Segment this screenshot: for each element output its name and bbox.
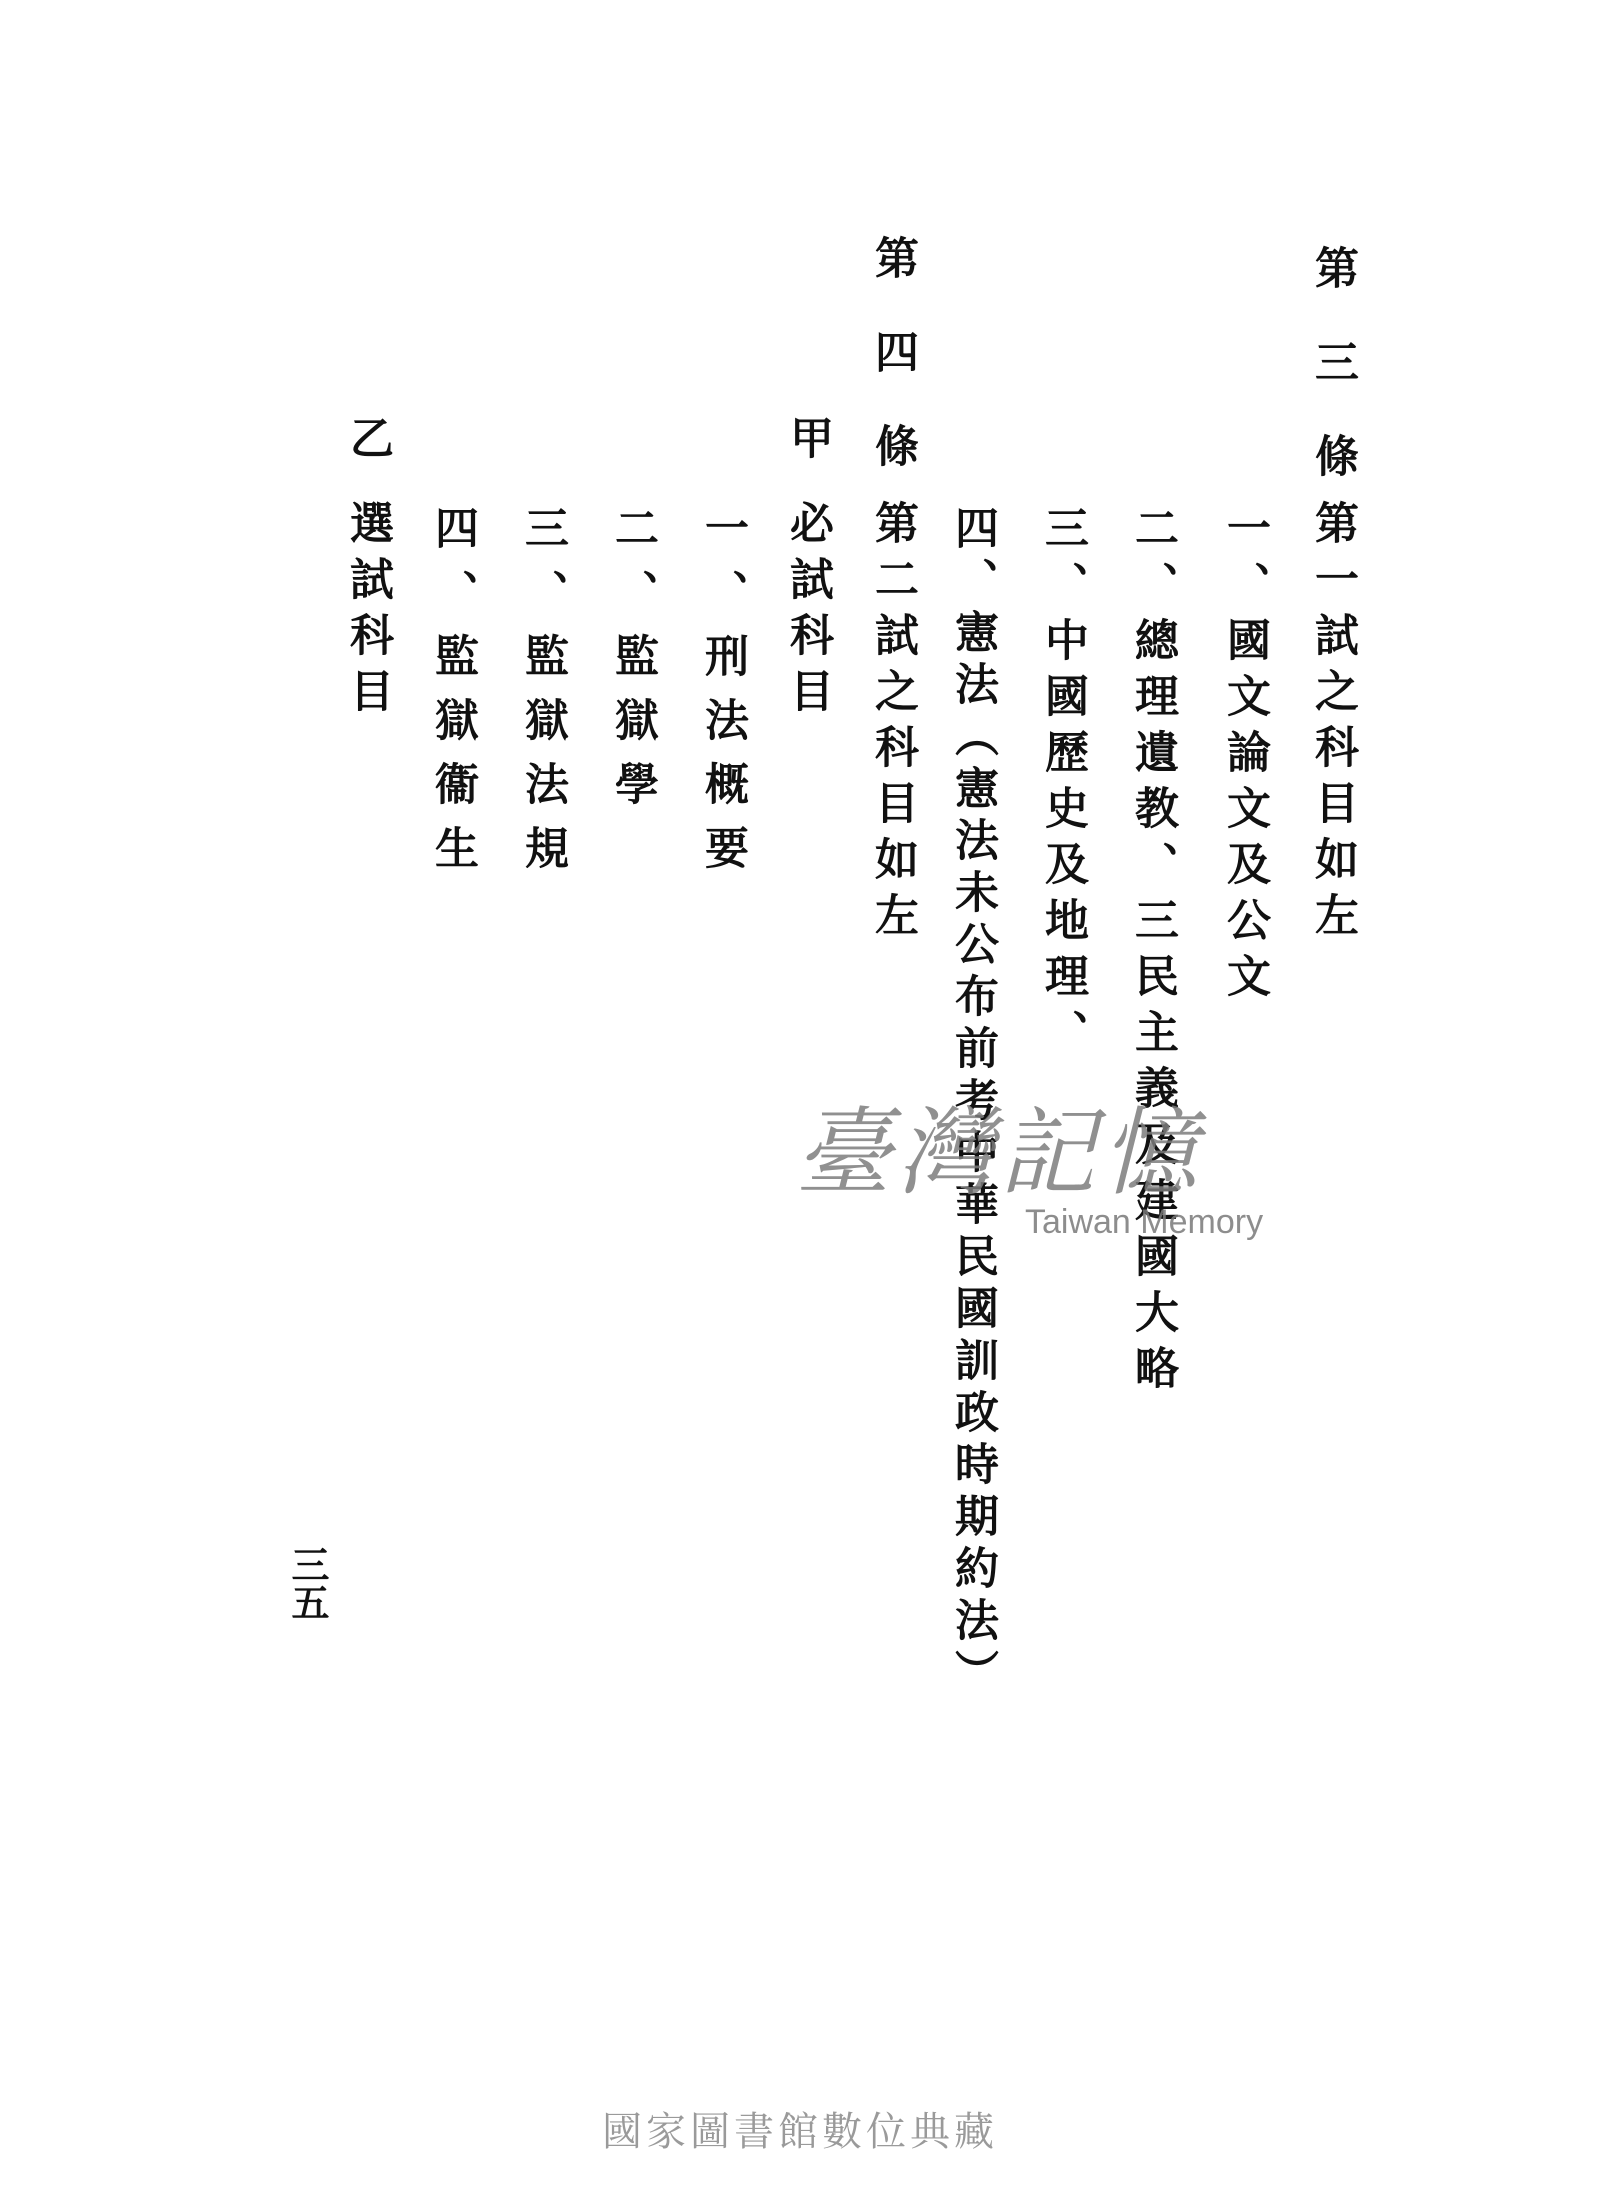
article3-item-3: 三、中國歷史及地理、: [1037, 505, 1088, 1065]
article3-item-4: 四、憲法（憲法未公布前考中華民國訓政時期約法）: [947, 505, 998, 1701]
article3-item-2: 二、總理遺教、三民主義及建國大略: [1127, 505, 1178, 1401]
watermark-chinese: 臺灣記憶: [795, 1097, 1203, 1209]
section-a-item-2: 二、監獄學: [607, 505, 658, 825]
watermark: [795, 1097, 1275, 1265]
section-a-item-1: 一、刑法概要: [697, 505, 748, 889]
page-number: 三五: [285, 1545, 330, 1621]
footer-credit: 國家圖書館數位典藏: [602, 2109, 998, 2155]
section-a-item-3: 三、監獄法規: [517, 505, 568, 889]
section-b-label: 乙: [342, 415, 393, 471]
article4-heading: 第四條: [867, 235, 918, 517]
section-a-label: 甲: [782, 415, 833, 471]
article3-item-1: 一、國文論文及公文: [1219, 505, 1270, 1009]
article3-heading: 第三條: [1307, 245, 1358, 527]
watermark-english: Taiwan Memory: [1025, 1203, 1264, 1241]
article4-intro: 第二試之科目如左: [867, 500, 918, 948]
section-b-title: 選試科目: [342, 500, 393, 724]
article3-intro: 第一試之科目如左: [1307, 500, 1358, 948]
section-a-item-4: 四、監獄衞生: [427, 505, 478, 889]
section-a-title: 必試科目: [782, 500, 833, 724]
